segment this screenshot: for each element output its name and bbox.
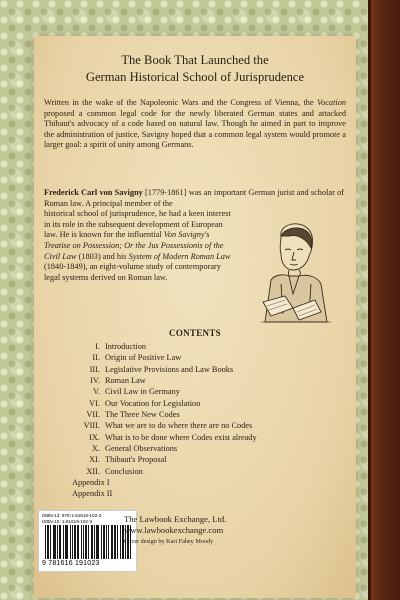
- barcode-stripe: [55, 525, 56, 559]
- publisher-name: The Lawbook Exchange, Ltd.: [124, 514, 227, 524]
- isbn-barcode: [38, 510, 137, 572]
- barcode-stripe: [120, 525, 121, 559]
- barcode-stripe: [103, 525, 104, 559]
- barcode-stripe: [75, 525, 76, 559]
- barcode-bars: [45, 525, 131, 559]
- barcode-stripe: [86, 525, 87, 559]
- barcode-stripe: [70, 525, 71, 559]
- barcode-stripe: [83, 525, 84, 559]
- barcode-stripe: [74, 525, 75, 559]
- barcode-stripe: [108, 525, 109, 559]
- barcode-stripe: [115, 525, 116, 559]
- bio-paragraph: Frederick Carl von Savigny [1779-1861] was an important German jurist and scholar of Roman law. A principal member of the historical school of jurisprudence, he had a keen interest in its role in the subsequent development of European law. He is known for the influential Von Savigny's Treatise on Possession; Or the Jus Possessionis of the Civil Law (1803) and his System of Modern Roman Law (1840-1849), an eight-volume study of contemporary legal systems derived on Roman law.: [44, 188, 344, 282]
- publisher-url[interactable]: www.lawbookexchange.com: [124, 525, 224, 535]
- barcode-stripe: [48, 525, 49, 559]
- barcode-stripe: [101, 525, 102, 559]
- barcode-stripe: [47, 525, 48, 559]
- toc-item: III. Legislative Provisions and Law Books: [89, 364, 234, 374]
- barcode-stripe: [111, 525, 112, 559]
- toc-item: XII. Conclusion: [86, 466, 143, 476]
- contents-heading: CONTENTS: [169, 328, 221, 338]
- barcode-stripe: [54, 525, 55, 559]
- barcode-stripe: [81, 525, 82, 559]
- barcode-stripe: [60, 525, 61, 559]
- barcode-stripe: [104, 525, 105, 559]
- author-name: Frederick Carl von Savigny: [44, 188, 143, 197]
- barcode-stripe: [66, 525, 67, 559]
- toc-item: X. General Observations: [91, 444, 178, 454]
- toc-item: VIII. What we are to do where there are no Codes: [83, 421, 253, 431]
- publisher-block: [124, 514, 324, 547]
- barcode-stripe: [50, 525, 51, 559]
- barcode-stripe: [114, 525, 115, 559]
- savigny-portrait: [241, 218, 343, 338]
- toc-item: VI. Our Vocation for Legislation: [89, 398, 201, 408]
- barcode-stripe: [91, 525, 92, 559]
- cover-design-credit: Cover design by Kari Fahey Moody: [124, 538, 214, 545]
- title-line-1: The Book That Launched the: [121, 53, 269, 67]
- barcode-stripe: [72, 525, 73, 559]
- barcode-stripe: [92, 525, 93, 559]
- barcode-stripe: [85, 525, 86, 559]
- toc-item: IX. What is to be done where Codes exist already: [89, 432, 257, 442]
- work-possession: Von Savigny's Treatise on Possession; Or the Jus Possessionis of the Civil Law: [44, 230, 224, 261]
- barcode-stripe: [112, 525, 113, 559]
- toc-item: V. Civil Law in Germany: [93, 387, 180, 397]
- isbn-10-text: ISBN-10: 1-61619-102-3: [42, 519, 93, 524]
- barcode-stripe: [45, 525, 46, 559]
- barcode-stripe: [53, 525, 54, 559]
- title-line-2: German Historical School of Jurisprudence: [85, 70, 305, 84]
- barcode-stripe: [88, 525, 89, 559]
- barcode-stripe: [98, 525, 99, 559]
- barcode-stripe: [97, 525, 98, 559]
- toc-item: II. Origin of Positive Law: [92, 353, 182, 363]
- toc-item: XI. Thibaut's Proposal: [89, 455, 167, 465]
- barcode-stripe: [65, 525, 66, 559]
- isbn-13-text: ISBN-13: 978-1-61619-102-3: [42, 513, 102, 518]
- vocation-title: Vocation: [316, 98, 346, 107]
- barcode-stripe: [67, 525, 68, 559]
- toc-item: I. Introduction: [95, 342, 147, 351]
- book-spine: [368, 0, 400, 600]
- barcode-stripe: [57, 525, 58, 559]
- barcode-stripe: [63, 525, 64, 559]
- barcode-stripe: [117, 525, 118, 559]
- barcode-stripe: [122, 525, 123, 559]
- back-cover-panel: [34, 36, 356, 598]
- barcode-stripe: [96, 525, 97, 559]
- barcode-stripe: [77, 525, 78, 559]
- cover-title: [34, 52, 356, 86]
- toc-appendix: Appendix II: [72, 489, 113, 499]
- barcode-stripe: [59, 525, 60, 559]
- toc-item: VII. The Three New Codes: [86, 410, 180, 420]
- toc-item: IV. Roman Law: [90, 376, 146, 386]
- intro-paragraph: Written in the wake of the Napoleonic Wars and the Congress of Vienna, the Vocation proposed a common legal code for the newly liberated German states and attacked Thibaut's advocacy of a code based on natural law. Though he aimed in part to improve the administration of justice, Savigny hoped that a common legal system would promote a larger goal: a spirit of unity among Germans.: [44, 98, 346, 150]
- toc-appendix: Appendix I: [72, 478, 110, 488]
- barcode-stripe: [78, 525, 79, 559]
- barcode-stripe: [94, 525, 95, 559]
- work-roman-law: System of Modern Roman Law: [128, 251, 231, 261]
- barcode-digits: 9 781616 191023: [42, 560, 100, 567]
- table-of-contents: [64, 341, 344, 500]
- barcode-stripe: [106, 525, 107, 559]
